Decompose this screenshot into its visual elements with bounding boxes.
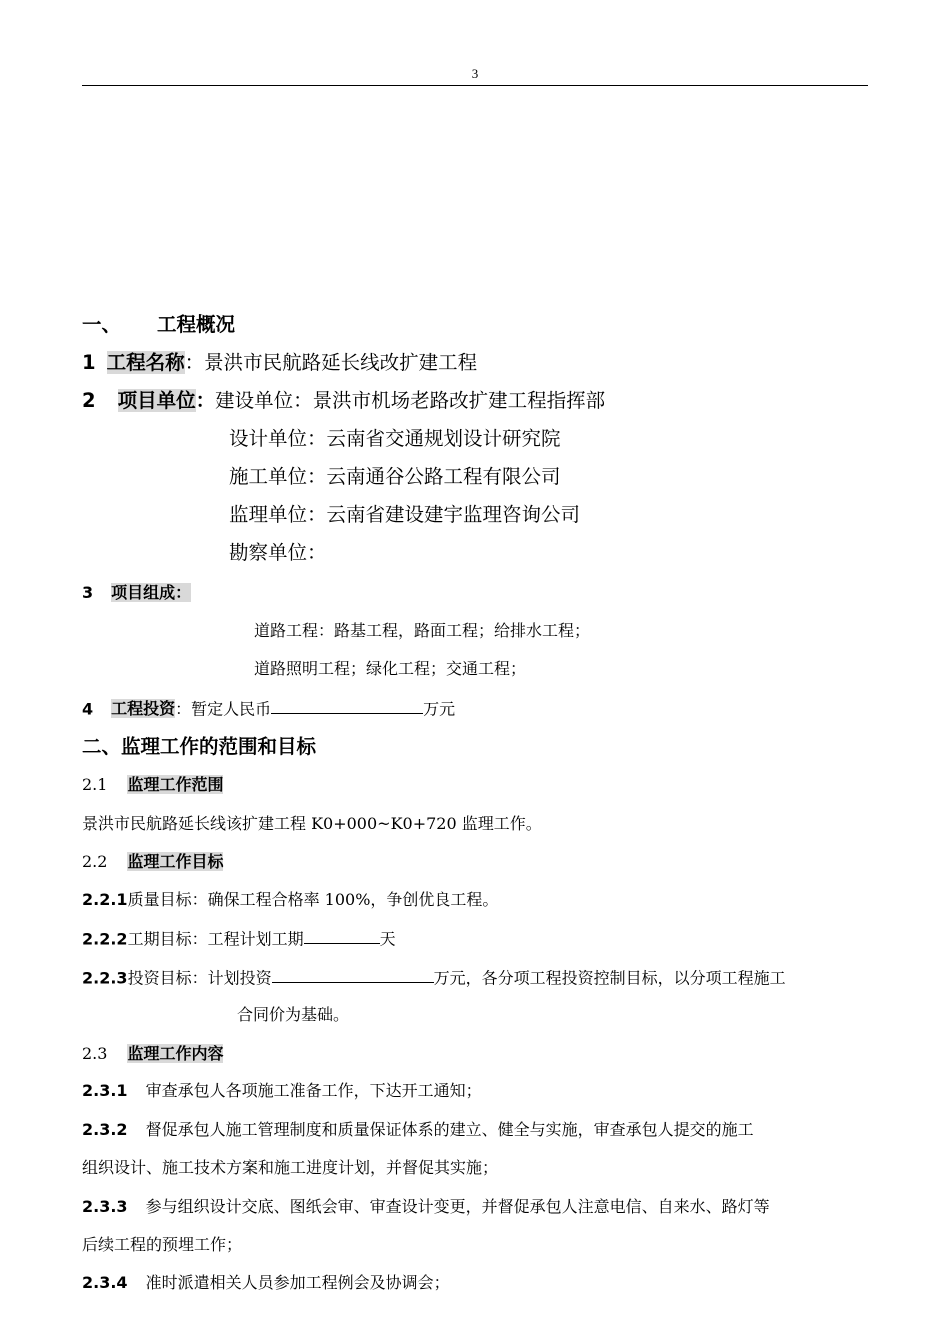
investment-blank-2 bbox=[309, 699, 375, 714]
item1-label: 工程名称 bbox=[106, 351, 185, 374]
item1-value: 景洪市民航路延长线改扩建工程 bbox=[204, 351, 478, 374]
s222-suffix: 天 bbox=[379, 929, 396, 949]
item4-investment bbox=[82, 699, 455, 718]
s22-title: 监理工作目标 bbox=[127, 852, 224, 871]
s234-num: 2.3.4 bbox=[82, 1273, 128, 1292]
section1-heading-num: 一、 bbox=[82, 313, 122, 336]
s231-text: 审查承包人各项施工准备工作，下达开工通知； bbox=[145, 1081, 482, 1100]
unit-label-3: 监理单位： bbox=[229, 503, 327, 526]
unit-label-0: 建设单位： bbox=[215, 389, 313, 412]
s233-line bbox=[82, 1198, 770, 1216]
s233-continuation: 后续工程的预埋工作； bbox=[82, 1235, 243, 1254]
s21-text: 景洪市民航路延长线该扩建工程 K0+000~K0+720 监理工作。 bbox=[82, 814, 542, 833]
s232-text: 督促承包人施工管理制度和质量保证体系的建立、健全与实施，审查承包人提交的施工 bbox=[145, 1120, 754, 1139]
unit-construction bbox=[229, 466, 561, 487]
item4-prefix: ：暂定人民币 bbox=[175, 699, 272, 719]
item2-project-units bbox=[82, 390, 605, 411]
s22-num: 2.2 bbox=[82, 852, 108, 871]
schedule-blank bbox=[304, 929, 380, 944]
item4-num: 4 bbox=[82, 699, 94, 719]
s231-num: 2.3.1 bbox=[82, 1081, 128, 1100]
item3-composition bbox=[82, 584, 191, 602]
item2-num: 2 bbox=[82, 389, 96, 412]
item1-num: 1 bbox=[82, 351, 96, 374]
unit-supervision bbox=[229, 504, 580, 525]
item1-project-name bbox=[82, 352, 477, 373]
investment-blank-3 bbox=[375, 699, 423, 714]
plan-investment-blank bbox=[272, 968, 434, 983]
s221-line bbox=[82, 891, 498, 909]
s21-num: 2.1 bbox=[82, 775, 108, 794]
section1-heading-text: 工程概况 bbox=[157, 313, 236, 336]
unit-value-1: 云南省交通规划设计研究院 bbox=[326, 427, 561, 450]
s222-line bbox=[82, 929, 396, 948]
s223-continuation: 合同价为基础。 bbox=[237, 1005, 350, 1024]
unit-design bbox=[229, 428, 561, 449]
s221-text: 质量目标：确保工程合格率 100%，争创优良工程。 bbox=[127, 890, 499, 909]
s21-title: 监理工作范围 bbox=[127, 775, 224, 794]
s23-num: 2.3 bbox=[82, 1044, 108, 1063]
unit-value-3: 云南省建设建宇监理咨询公司 bbox=[326, 503, 581, 526]
s233-num: 2.3.3 bbox=[82, 1197, 128, 1216]
item1-colon: ： bbox=[184, 351, 205, 374]
s233-text: 参与组织设计交底、图纸会审、审查设计变更，并督促承包人注意电信、自来水、路灯等 bbox=[145, 1197, 770, 1216]
page-number: 3 bbox=[471, 66, 479, 81]
unit-survey bbox=[229, 542, 327, 563]
item2-colon: ： bbox=[195, 389, 216, 412]
unit-label-4: 勘察单位： bbox=[229, 541, 327, 564]
section1-heading bbox=[82, 314, 235, 335]
composition-line-2: 道路照明工程；绿化工程；交通工程； bbox=[254, 659, 527, 678]
s223-line bbox=[82, 968, 786, 987]
s22-heading bbox=[82, 853, 223, 871]
s232-line bbox=[82, 1121, 754, 1139]
section2-heading: 二、监理工作的范围和目标 bbox=[82, 735, 317, 758]
investment-blank-1 bbox=[271, 699, 309, 714]
unit-label-2: 施工单位： bbox=[229, 465, 327, 488]
composition-line-1: 道路工程：路基工程，路面工程；给排水工程； bbox=[254, 621, 591, 640]
item4-suffix: 万元 bbox=[423, 699, 456, 719]
s234-text: 准时派遣相关人员参加工程例会及协调会； bbox=[145, 1273, 450, 1292]
s23-title: 监理工作内容 bbox=[127, 1044, 224, 1063]
s234-line bbox=[82, 1274, 450, 1292]
s223-suffix: 万元，各分项工程投资控制目标，以分项工程施工 bbox=[433, 968, 786, 988]
s223-num: 2.2.3 bbox=[82, 968, 128, 988]
header-rule bbox=[82, 85, 868, 86]
s231-line bbox=[82, 1082, 482, 1100]
item2-label: 项目单位 bbox=[117, 389, 196, 412]
s222-num: 2.2.2 bbox=[82, 929, 128, 949]
s232-continuation: 组织设计、施工技术方案和施工进度计划，并督促其实施； bbox=[82, 1158, 499, 1177]
item3-label: 项目组成： bbox=[111, 583, 192, 602]
item3-num: 3 bbox=[82, 583, 94, 602]
unit-label-1: 设计单位： bbox=[229, 427, 327, 450]
s23-heading bbox=[82, 1045, 223, 1063]
item4-label: 工程投资 bbox=[111, 699, 176, 719]
s232-num: 2.3.2 bbox=[82, 1120, 128, 1139]
s223-prefix: 投资目标：计划投资 bbox=[127, 968, 272, 988]
s222-prefix: 工期目标：工程计划工期 bbox=[127, 929, 304, 949]
s221-num: 2.2.1 bbox=[82, 890, 128, 909]
unit-value-0: 景洪市机场老路改扩建工程指挥部 bbox=[312, 389, 606, 412]
s21-heading bbox=[82, 776, 223, 794]
unit-value-2: 云南通谷公路工程有限公司 bbox=[326, 465, 561, 488]
